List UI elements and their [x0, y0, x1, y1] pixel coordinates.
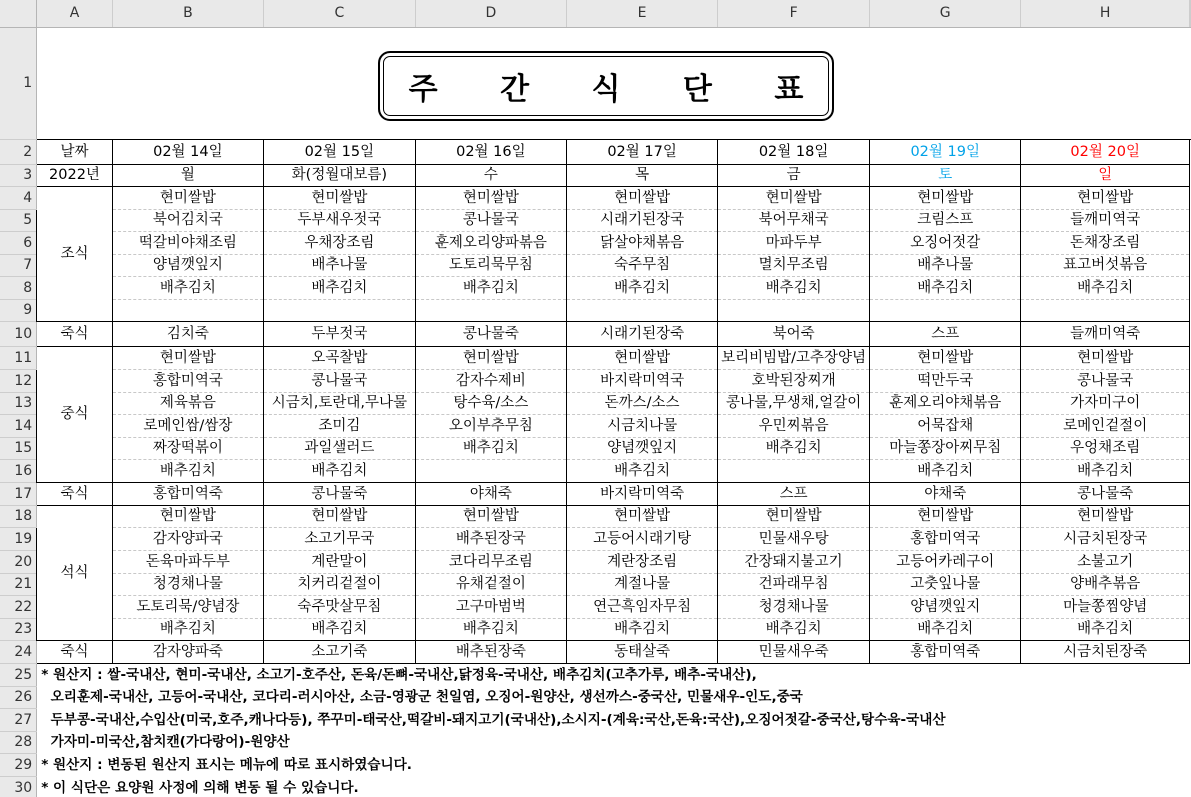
menu-cell[interactable]: 현미쌀밥 — [112, 187, 263, 210]
menu-cell[interactable]: 동태살죽 — [567, 641, 718, 664]
menu-cell[interactable]: 배추김치 — [870, 277, 1021, 300]
menu-cell[interactable]: 간장돼지불고기 — [718, 551, 870, 574]
date-cell[interactable]: 02월 19일 — [870, 139, 1021, 164]
menu-cell[interactable] — [870, 299, 1021, 322]
row-header[interactable]: 24 — [0, 641, 37, 664]
row-header[interactable]: 22 — [0, 596, 37, 619]
menu-cell[interactable]: 코다리무조림 — [415, 551, 566, 574]
menu-cell[interactable]: 민물새우탕 — [718, 528, 870, 551]
menu-cell[interactable]: 홍합미역죽 — [870, 641, 1021, 664]
menu-cell[interactable]: 고춧잎나물 — [870, 573, 1021, 596]
menu-cell[interactable]: 배추김치 — [415, 277, 566, 300]
menu-cell[interactable]: 배추김치 — [718, 618, 870, 641]
weekday-cell[interactable]: 목 — [567, 164, 718, 187]
row-header[interactable]: 18 — [0, 505, 37, 528]
menu-cell[interactable]: 숙주맛살무침 — [263, 596, 415, 619]
column-header-blank[interactable] — [1190, 0, 1191, 27]
menu-cell[interactable]: 훈제오리양파볶음 — [415, 232, 566, 255]
menu-cell[interactable]: 양념깻잎지 — [567, 437, 718, 460]
empty-cell[interactable] — [1190, 209, 1191, 232]
year-label-cell[interactable]: 2022년 — [37, 164, 113, 187]
row-header[interactable]: 14 — [0, 415, 37, 438]
menu-cell[interactable]: 닭살야채볶음 — [567, 232, 718, 255]
menu-cell[interactable]: 마늘쫑찜양념 — [1021, 596, 1190, 619]
menu-cell[interactable]: 배추나물 — [870, 254, 1021, 277]
menu-cell[interactable]: 마늘쫑장아찌무침 — [870, 437, 1021, 460]
date-cell[interactable]: 02월 18일 — [718, 139, 870, 164]
row-header[interactable]: 19 — [0, 528, 37, 551]
menu-cell[interactable]: 시금치나물 — [567, 415, 718, 438]
menu-cell[interactable]: 도토리묵/양념장 — [112, 596, 263, 619]
menu-cell[interactable]: 배추김치 — [718, 437, 870, 460]
menu-cell[interactable]: 소불고기 — [1021, 551, 1190, 574]
menu-cell[interactable]: 로메인겉절이 — [1021, 415, 1190, 438]
menu-cell[interactable]: 야채죽 — [415, 482, 566, 505]
menu-cell[interactable]: 배추김치 — [415, 437, 566, 460]
menu-cell[interactable]: 호박된장찌개 — [718, 369, 870, 392]
menu-cell[interactable]: 계란말이 — [263, 551, 415, 574]
column-header[interactable]: E — [567, 0, 718, 27]
row-header[interactable]: 15 — [0, 437, 37, 460]
empty-cell[interactable] — [1190, 482, 1191, 505]
empty-cell[interactable] — [1190, 139, 1191, 164]
menu-cell[interactable]: 시금치된장국 — [1021, 528, 1190, 551]
row-header[interactable]: 13 — [0, 392, 37, 415]
menu-cell[interactable]: 홍합미역죽 — [112, 482, 263, 505]
empty-cell[interactable] — [1190, 528, 1191, 551]
menu-cell[interactable]: 계란장조림 — [567, 551, 718, 574]
menu-cell[interactable]: 돈육마파두부 — [112, 551, 263, 574]
menu-cell[interactable]: 소고기죽 — [263, 641, 415, 664]
menu-cell[interactable]: 고등어카레구이 — [870, 551, 1021, 574]
row-header[interactable]: 6 — [0, 232, 37, 255]
select-all-corner[interactable] — [0, 0, 37, 27]
menu-cell[interactable]: 표고버섯볶음 — [1021, 254, 1190, 277]
menu-cell[interactable]: 우채장조림 — [263, 232, 415, 255]
menu-cell[interactable]: 오이부추무침 — [415, 415, 566, 438]
menu-cell[interactable]: 현미쌀밥 — [1021, 347, 1190, 370]
note-line[interactable]: * 이 식단은 요양원 사정에 의해 변동 될 수 있습니다. — [41, 780, 359, 796]
menu-cell[interactable]: 청경채나물 — [112, 573, 263, 596]
menu-cell[interactable]: 현미쌀밥 — [263, 505, 415, 528]
menu-cell[interactable]: 시금치된장죽 — [1021, 641, 1190, 664]
column-header[interactable]: G — [870, 0, 1021, 27]
menu-cell[interactable]: 도토리묵무침 — [415, 254, 566, 277]
empty-cell[interactable] — [1190, 322, 1191, 347]
empty-cell[interactable] — [1190, 232, 1191, 255]
row-header[interactable]: 20 — [0, 551, 37, 574]
empty-cell[interactable] — [1190, 254, 1191, 277]
empty-cell[interactable] — [1190, 460, 1191, 483]
row-header[interactable]: 7 — [0, 254, 37, 277]
menu-cell[interactable]: 콩나물국 — [415, 209, 566, 232]
menu-cell[interactable]: 과일샐러드 — [263, 437, 415, 460]
menu-cell[interactable]: 현미쌀밥 — [870, 187, 1021, 210]
weekday-cell[interactable]: 금 — [718, 164, 870, 187]
menu-cell[interactable]: 보리비빔밥/고추장양념 — [718, 347, 870, 370]
menu-cell[interactable]: 가자미구이 — [1021, 392, 1190, 415]
menu-cell[interactable]: 들깨미역국 — [1021, 209, 1190, 232]
menu-cell[interactable]: 스프 — [718, 482, 870, 505]
meal-label-lunch[interactable]: 중식 — [37, 347, 113, 483]
row-header[interactable]: 8 — [0, 277, 37, 300]
menu-cell[interactable]: 현미쌀밥 — [567, 187, 718, 210]
menu-cell[interactable]: 현미쌀밥 — [567, 505, 718, 528]
menu-cell[interactable]: 청경채나물 — [718, 596, 870, 619]
menu-cell[interactable]: 제육볶음 — [112, 392, 263, 415]
menu-cell[interactable] — [567, 299, 718, 322]
meal-label-porridge[interactable]: 죽식 — [37, 641, 113, 664]
empty-cell[interactable] — [1190, 369, 1191, 392]
menu-cell[interactable]: 훈제오리야채볶음 — [870, 392, 1021, 415]
menu-cell[interactable]: 현미쌀밥 — [415, 187, 566, 210]
menu-cell[interactable]: 현미쌀밥 — [718, 505, 870, 528]
menu-cell[interactable]: 배추김치 — [567, 618, 718, 641]
empty-cell[interactable] — [1190, 641, 1191, 664]
column-header[interactable]: C — [263, 0, 415, 27]
menu-cell[interactable] — [415, 299, 566, 322]
menu-cell[interactable]: 현미쌀밥 — [870, 347, 1021, 370]
menu-cell[interactable]: 현미쌀밥 — [1021, 187, 1190, 210]
empty-cell[interactable] — [1190, 164, 1191, 187]
menu-cell[interactable]: 감자양파죽 — [112, 641, 263, 664]
empty-cell[interactable] — [1190, 277, 1191, 300]
menu-cell[interactable]: 현미쌀밥 — [112, 505, 263, 528]
row-header[interactable]: 3 — [0, 164, 37, 187]
row-header[interactable]: 11 — [0, 347, 37, 370]
menu-cell[interactable]: 양념깻잎지 — [112, 254, 263, 277]
menu-cell[interactable]: 현미쌀밥 — [567, 347, 718, 370]
menu-cell[interactable]: 시래기된장국 — [567, 209, 718, 232]
menu-cell[interactable]: 현미쌀밥 — [718, 187, 870, 210]
column-header[interactable]: A — [37, 0, 113, 27]
menu-cell[interactable]: 현미쌀밥 — [112, 347, 263, 370]
note-line[interactable]: * 원산지 : 쌀-국내산, 현미-국내산, 소고기-호주산, 돈육/돈뼈-국내산,닭정육-국내산, 배추김치(고추가루, 배추-국내산), — [41, 667, 757, 683]
weekday-cell[interactable]: 수 — [415, 164, 566, 187]
date-cell[interactable]: 02월 20일 — [1021, 139, 1190, 164]
row-header[interactable]: 26 — [0, 686, 37, 709]
menu-cell[interactable]: 현미쌀밥 — [415, 347, 566, 370]
meal-label-porridge[interactable]: 죽식 — [37, 482, 113, 505]
row-header[interactable]: 12 — [0, 369, 37, 392]
menu-cell[interactable]: 우엉채조림 — [1021, 437, 1190, 460]
menu-cell[interactable]: 돈까스/소스 — [567, 392, 718, 415]
empty-cell[interactable] — [1190, 551, 1191, 574]
row-header[interactable]: 28 — [0, 731, 37, 754]
menu-cell[interactable]: 배추김치 — [1021, 618, 1190, 641]
row-header[interactable]: 23 — [0, 618, 37, 641]
empty-cell[interactable] — [1190, 596, 1191, 619]
row-header[interactable]: 9 — [0, 299, 37, 322]
menu-cell[interactable]: 짜장떡볶이 — [112, 437, 263, 460]
weekday-cell[interactable]: 토 — [870, 164, 1021, 187]
meal-label-breakfast[interactable]: 조식 — [37, 187, 113, 322]
menu-cell[interactable]: 배추김치 — [112, 277, 263, 300]
date-label-cell[interactable]: 날짜 — [37, 139, 113, 164]
menu-cell[interactable]: 건파래무침 — [718, 573, 870, 596]
menu-cell[interactable]: 배추김치 — [263, 277, 415, 300]
menu-cell[interactable]: 북어김치국 — [112, 209, 263, 232]
menu-cell[interactable]: 시래기된장죽 — [567, 322, 718, 347]
menu-cell[interactable] — [718, 299, 870, 322]
empty-cell[interactable] — [1190, 415, 1191, 438]
menu-cell[interactable]: 우민찌볶음 — [718, 415, 870, 438]
menu-cell[interactable]: 양념깻잎지 — [870, 596, 1021, 619]
menu-cell[interactable] — [263, 299, 415, 322]
menu-cell[interactable]: 두부젓국 — [263, 322, 415, 347]
row-header[interactable]: 30 — [0, 776, 37, 797]
menu-cell[interactable]: 북어무채국 — [718, 209, 870, 232]
menu-cell[interactable]: 떡갈비야채조림 — [112, 232, 263, 255]
menu-cell[interactable]: 현미쌀밥 — [415, 505, 566, 528]
menu-cell[interactable] — [1021, 299, 1190, 322]
row-header[interactable]: 21 — [0, 573, 37, 596]
menu-cell[interactable] — [415, 460, 566, 483]
note-line[interactable]: * 원산지 : 변동된 원산지 표시는 메뉴에 따로 표시하였습니다. — [41, 756, 412, 773]
menu-cell[interactable]: 배추김치 — [263, 618, 415, 641]
menu-cell[interactable]: 오징어젓갈 — [870, 232, 1021, 255]
menu-cell[interactable]: 두부새우젓국 — [263, 209, 415, 232]
menu-cell[interactable]: 민물새우죽 — [718, 641, 870, 664]
menu-cell[interactable]: 배추김치 — [112, 618, 263, 641]
menu-cell[interactable]: 콩나물죽 — [415, 322, 566, 347]
menu-cell[interactable]: 배추된장국 — [415, 528, 566, 551]
menu-cell[interactable] — [718, 460, 870, 483]
row-header[interactable]: 27 — [0, 709, 37, 732]
note-line[interactable]: 두부콩-국내산,수입산(미국,호주,캐나다등), 쭈꾸미-태국산,떡갈비-돼지고기(국내산),소시지-(계육:국산,돈육:국산),오징어젓갈-중국산,탕수육-국내산 — [41, 711, 946, 728]
menu-cell[interactable]: 콩나물국 — [1021, 369, 1190, 392]
menu-cell[interactable]: 콩나물,무생채,얼갈이 — [718, 392, 870, 415]
menu-cell[interactable]: 배추김치 — [263, 460, 415, 483]
menu-cell[interactable]: 유채겉절이 — [415, 573, 566, 596]
note-line[interactable]: 가자미-미국산,참치캔(가다랑어)-원양산 — [41, 734, 290, 751]
row-header[interactable]: 10 — [0, 322, 37, 347]
menu-cell[interactable]: 어묵잡채 — [870, 415, 1021, 438]
menu-cell[interactable]: 탕수육/소스 — [415, 392, 566, 415]
menu-cell[interactable]: 배추김치 — [718, 277, 870, 300]
weekday-cell[interactable]: 일 — [1021, 164, 1190, 187]
menu-cell[interactable]: 현미쌀밥 — [1021, 505, 1190, 528]
menu-cell[interactable]: 바지락미역죽 — [567, 482, 718, 505]
date-cell[interactable]: 02월 16일 — [415, 139, 566, 164]
menu-cell[interactable]: 조미김 — [263, 415, 415, 438]
date-cell[interactable]: 02월 14일 — [112, 139, 263, 164]
row-header[interactable]: 2 — [0, 139, 37, 164]
column-header[interactable]: F — [718, 0, 870, 27]
column-header[interactable]: D — [415, 0, 566, 27]
menu-cell[interactable]: 고구마범벅 — [415, 596, 566, 619]
row-header[interactable]: 17 — [0, 482, 37, 505]
menu-cell[interactable]: 북어죽 — [718, 322, 870, 347]
meal-label-porridge[interactable]: 죽식 — [37, 322, 113, 347]
menu-cell[interactable]: 콩나물국 — [263, 369, 415, 392]
empty-cell[interactable] — [1190, 299, 1191, 322]
menu-cell[interactable]: 들깨미역죽 — [1021, 322, 1190, 347]
menu-cell[interactable]: 오곡찰밥 — [263, 347, 415, 370]
menu-cell[interactable]: 배추나물 — [263, 254, 415, 277]
menu-cell[interactable]: 크림스프 — [870, 209, 1021, 232]
row-header[interactable]: 4 — [0, 187, 37, 210]
menu-cell[interactable]: 콩나물죽 — [263, 482, 415, 505]
menu-cell[interactable]: 마파두부 — [718, 232, 870, 255]
menu-cell[interactable]: 배추김치 — [567, 460, 718, 483]
date-cell[interactable]: 02월 17일 — [567, 139, 718, 164]
menu-cell[interactable]: 시금치,토란대,무나물 — [263, 392, 415, 415]
column-header[interactable]: H — [1021, 0, 1190, 27]
menu-cell[interactable]: 현미쌀밥 — [263, 187, 415, 210]
menu-cell[interactable]: 돈채장조림 — [1021, 232, 1190, 255]
menu-cell[interactable]: 콩나물죽 — [1021, 482, 1190, 505]
empty-cell[interactable] — [1190, 573, 1191, 596]
row-header[interactable]: 5 — [0, 209, 37, 232]
empty-cell[interactable] — [1190, 392, 1191, 415]
menu-cell[interactable]: 소고기무국 — [263, 528, 415, 551]
menu-cell[interactable]: 숙주무침 — [567, 254, 718, 277]
menu-cell[interactable]: 배추김치 — [112, 460, 263, 483]
menu-cell[interactable]: 계절나물 — [567, 573, 718, 596]
weekday-cell[interactable]: 월 — [112, 164, 263, 187]
menu-cell[interactable]: 배추김치 — [870, 618, 1021, 641]
row-header[interactable]: 25 — [0, 664, 37, 687]
menu-cell[interactable]: 떡만두국 — [870, 369, 1021, 392]
row-header[interactable]: 29 — [0, 754, 37, 777]
page-title: 주 간 식 단 표 — [408, 72, 830, 107]
menu-cell[interactable]: 감자양파국 — [112, 528, 263, 551]
menu-cell[interactable]: 연근흑임자무침 — [567, 596, 718, 619]
menu-cell[interactable]: 바지락미역국 — [567, 369, 718, 392]
empty-cell[interactable] — [1190, 618, 1191, 641]
menu-cell[interactable]: 고등어시래기탕 — [567, 528, 718, 551]
menu-cell[interactable]: 스프 — [870, 322, 1021, 347]
menu-cell[interactable]: 배추김치 — [1021, 460, 1190, 483]
empty-cell[interactable] — [1190, 347, 1191, 370]
menu-cell[interactable]: 김치죽 — [112, 322, 263, 347]
empty-cell[interactable] — [1190, 437, 1191, 460]
menu-cell[interactable]: 현미쌀밥 — [870, 505, 1021, 528]
empty-cell[interactable] — [1190, 505, 1191, 528]
menu-cell[interactable]: 로메인쌈/쌈장 — [112, 415, 263, 438]
empty-cell[interactable] — [1190, 187, 1191, 210]
menu-cell[interactable]: 홍합미역국 — [870, 528, 1021, 551]
weekday-cell[interactable]: 화(정월대보름) — [263, 164, 415, 187]
menu-cell[interactable]: 배추된장죽 — [415, 641, 566, 664]
row-header[interactable]: 16 — [0, 460, 37, 483]
date-cell[interactable]: 02월 15일 — [263, 139, 415, 164]
menu-cell[interactable]: 감자수제비 — [415, 369, 566, 392]
row-header[interactable]: 1 — [0, 27, 37, 139]
meal-label-dinner[interactable]: 석식 — [37, 505, 113, 641]
column-header[interactable]: B — [112, 0, 263, 27]
menu-cell[interactable] — [112, 299, 263, 322]
menu-cell[interactable]: 야채죽 — [870, 482, 1021, 505]
menu-cell[interactable]: 배추김치 — [567, 277, 718, 300]
menu-cell[interactable]: 홍합미역국 — [112, 369, 263, 392]
menu-cell[interactable]: 배추김치 — [870, 460, 1021, 483]
menu-cell[interactable]: 양배추볶음 — [1021, 573, 1190, 596]
title-box — [378, 51, 834, 121]
menu-cell[interactable]: 치커리겉절이 — [263, 573, 415, 596]
menu-cell[interactable]: 배추김치 — [415, 618, 566, 641]
note-line[interactable]: 오리훈제-국내산, 고등어-국내산, 코다리-러시아산, 소금-영광군 천일염, 오징어-원양산, 생선까스-중국산, 민물새우-인도,중국 — [41, 689, 803, 706]
menu-cell[interactable]: 배추김치 — [1021, 277, 1190, 300]
menu-cell[interactable]: 멸치무조림 — [718, 254, 870, 277]
